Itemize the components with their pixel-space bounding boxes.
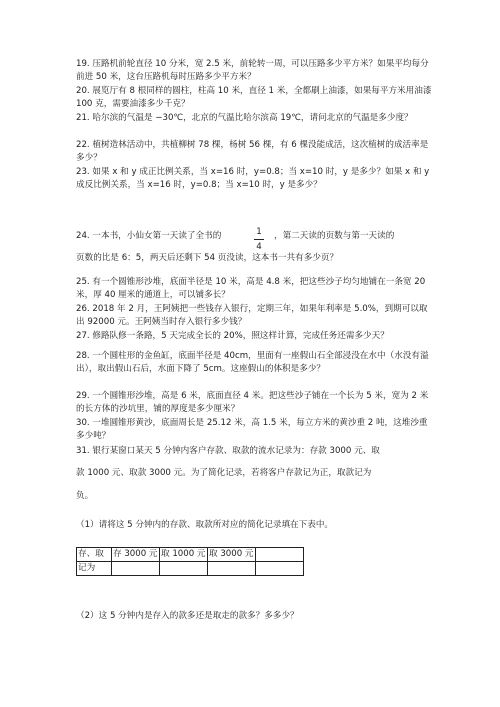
table-header-cell: 取 3000 元: [208, 548, 256, 562]
sub-question-1: （1）请将这 5 分钟内的存款、取款所对应的简化记录填在下表中。: [76, 520, 334, 530]
answer-cell[interactable]: [160, 562, 208, 576]
table-row: [77, 548, 304, 562]
problem-27: 27. 修路队修一条路，5 天完成全长的 20%，照这样计算，完成任务还需多少天？: [76, 331, 389, 341]
answer-cell[interactable]: [208, 562, 256, 576]
answer-cell[interactable]: [112, 562, 160, 576]
problem-25: 25. 有一个圆锥形沙堆，底面半径是 10 米，高是 4.8 米，把这些沙子均匀地铺在一条宽 20 米，厚 40 厘米的通道上，可以铺多长？: [76, 277, 428, 301]
problem-29: 29. 一个圆锥形沙堆，高是 6 米，底面直径 4 米。把这些沙子铺在一个长为 5 米，宽为 2 米的长方体的沙坑里，铺的厚度是多少厘米？: [76, 391, 429, 415]
answer-cell[interactable]: [256, 562, 304, 576]
problem-24-part2: ，第二天读的页数与第一天读的: [274, 231, 395, 241]
problem-28: 28. 一个圆柱形的金鱼缸，底面半径是 40cm，里面有一座假山石全部浸没在水中（水没有溢出），取出假山石后，水面下降了 5cm。这座假山的体积是多少？: [76, 351, 429, 375]
problem-21: 21. 哈尔滨的气温是 −30℃，北京的气温比哈尔滨高 19℃，请问北京的气温是多少度？: [76, 113, 413, 123]
fraction-numerator: 1: [256, 227, 262, 237]
fraction-bar: [254, 239, 264, 240]
problem-19: 19. 压路机前轮直径 10 分米，宽 2.5 米，前轮转一周，可以压路多少平方米？如果平均每分前进 50 米，这台压路机每时压路多少平方米？: [76, 59, 429, 83]
sub-question-2: （2）这 5 分钟内是存入的款多还是取走的款多？多多少？: [76, 611, 299, 621]
fraction-one-quarter: [252, 226, 266, 253]
table-header-cell: [256, 548, 304, 562]
problem-24-part1: 24. 一本书，小仙女第一天读了全书的: [76, 231, 222, 241]
fraction-denominator: 4: [256, 242, 262, 252]
table-header-cell: 存 3000 元: [112, 548, 160, 562]
problem-31-line1: 31. 银行某窗口某天 5 分钟内客户存款、取款的流水记录为：存款 3000 元、取: [76, 446, 380, 456]
table-header-cell: 取 1000 元: [160, 548, 208, 562]
problem-30: 30. 一堆圆锥形黄沙，底面周长是 25.12 米，高 1.5 米，每立方米的黄沙重 2 吨，这堆沙重多少吨？: [76, 418, 428, 442]
problem-20: 20. 展览厅有 8 根同样的圆柱，柱高 10 米，直径 1 米，全都刷上油漆，如果每平方米用油漆 100 克，需要油漆多少千克？: [76, 86, 435, 110]
table-header-cell: 存、取: [77, 548, 112, 562]
problem-31-line2: 款 1000 元、取款 3000 元。为了简化记录，若将客户存款记为正，取款记为: [76, 468, 372, 478]
problem-24-part3: 页数的比是 6：5，两天后还剩下 54 页没读，这本书一共有多少页？: [76, 253, 339, 263]
record-table: [76, 547, 304, 576]
problem-31-line3: 负。: [76, 491, 94, 501]
problem-23: 23. 如果 x 和 y 成正比例关系，当 x=16 时，y=0.8；当 x=10 时，y 是多少？如果 x 和 y 成反比例关系，当 x=16 时，y=0.8；当 x=10 时，y 是多少？: [76, 167, 432, 191]
table-row-label: 记为: [77, 562, 112, 576]
problem-26: 26. 2018 年 2 月，王阿姨把一些钱存入银行，定期三年，如果年利率是 5.0%，到期可以取出 92000 元。王阿姨当时存入银行多少钱？: [76, 304, 428, 328]
problem-22: 22. 植树造林活动中，共植柳树 78 棵，杨树 56 棵，有 6 棵没能成活，这次植树的成活率是多少？: [76, 140, 429, 164]
table-row: [77, 562, 304, 576]
